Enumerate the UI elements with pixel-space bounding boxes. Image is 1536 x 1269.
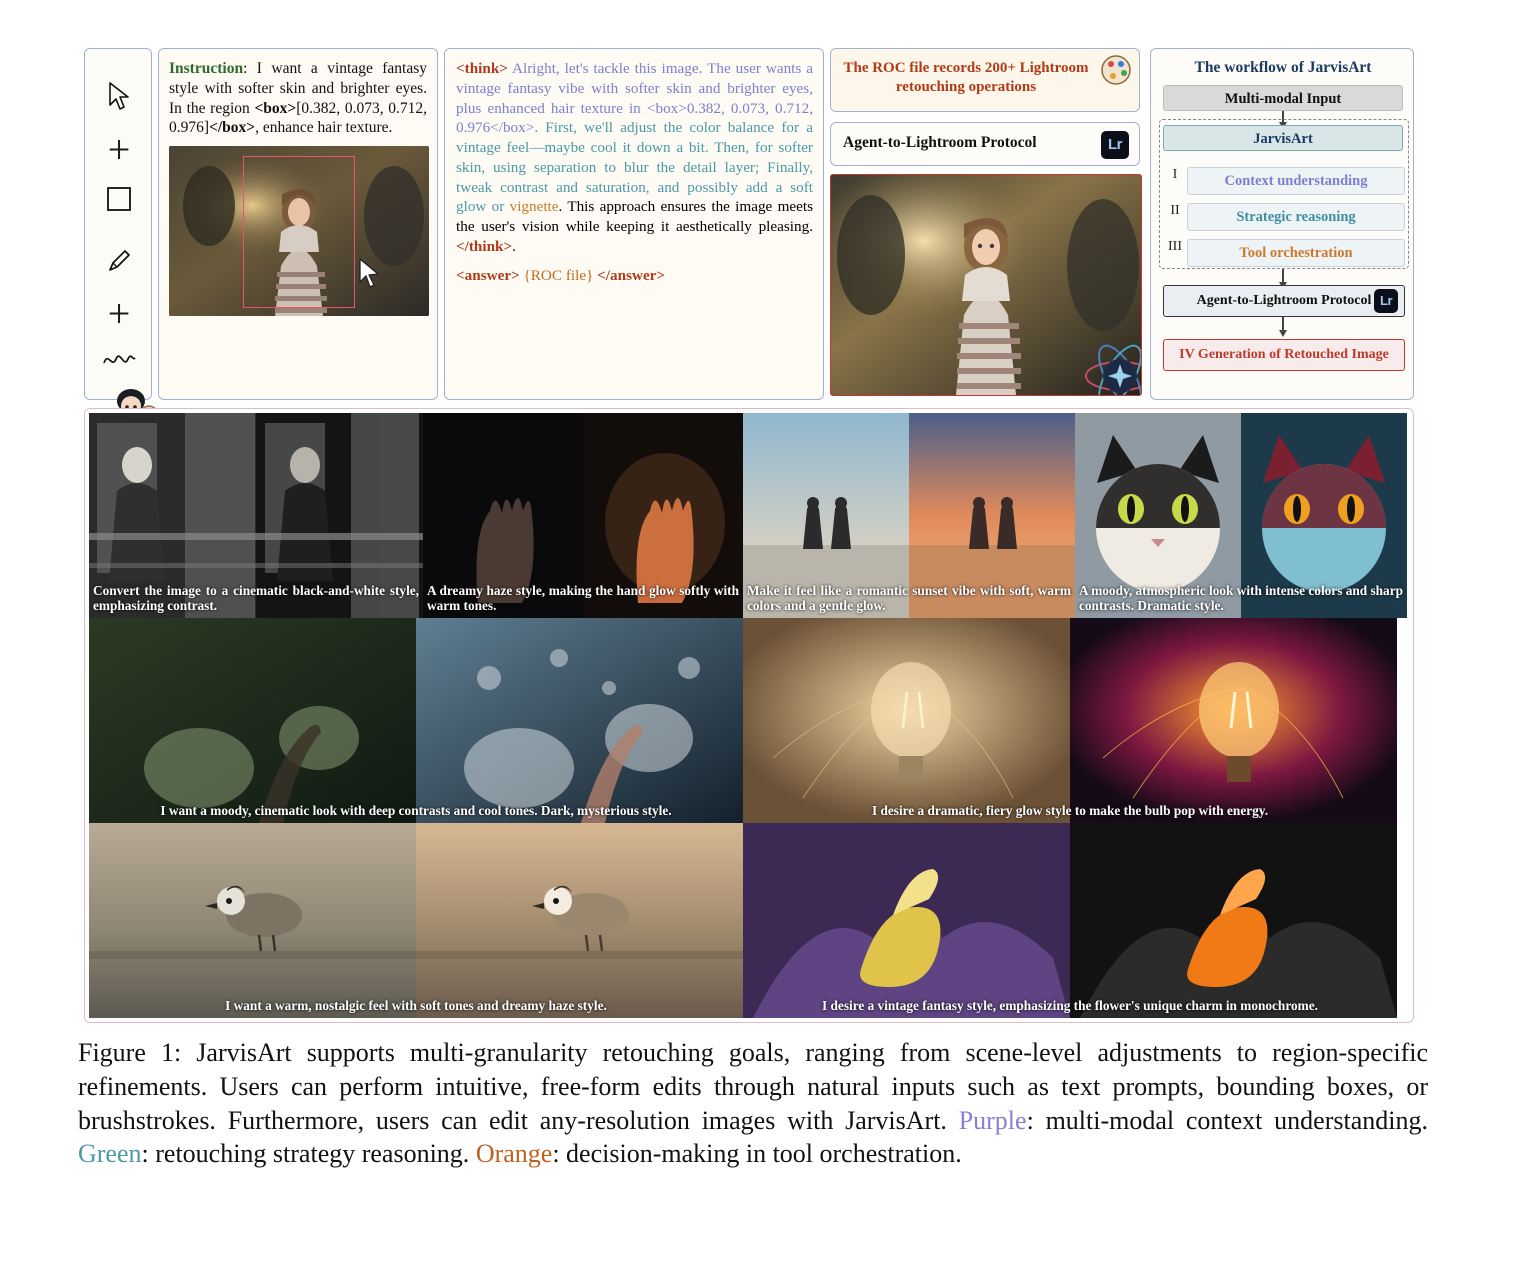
input-image-thumbnail <box>169 146 429 316</box>
top-panels-row <box>84 48 1414 400</box>
reasoning-period: . <box>512 237 516 255</box>
agent-to-lightroom-protocol-badge <box>830 122 1140 166</box>
workflow-step-number-1: I <box>1172 167 1178 182</box>
bounding-box-overlay <box>243 156 355 308</box>
box-coords: [0.382, 0.073, 0.712, 0.976] <box>169 99 427 137</box>
reasoning-tail-text: . This approach ensures the image meets the user's vision while keeping it aesthetically pleasing. <box>456 198 813 235</box>
instruction-panel <box>158 48 438 400</box>
gallery-item-cat-dramatic <box>1075 413 1407 618</box>
box-close-tag: </box> <box>209 119 256 137</box>
gallery-item-beach-sunset <box>743 413 1075 618</box>
caption-purple-desc: : multi-modal context understanding. <box>1026 1105 1428 1135</box>
workflow-arrow-2 <box>1282 269 1284 283</box>
gallery-caption-5: I want a moody, cinematic look with deep contrasts and cool tones. Dark, mysterious style. <box>160 803 672 819</box>
gallery-caption-4: A moody, atmospheric look with intense colors and sharp contrasts. Dramatic style. <box>1079 582 1403 614</box>
gallery-row-2 <box>89 618 1409 823</box>
instruction-body: : I want a vintage fantasy style with softer skin and brighter eyes. In the region <box>169 60 427 117</box>
answer-line <box>456 267 813 285</box>
workflow-step-number-3: III <box>1168 239 1182 254</box>
workflow-lightroom-icon: Lr <box>1374 289 1398 313</box>
gallery-item-underwater <box>89 618 743 823</box>
jarvisart-logo-icon <box>1077 333 1142 396</box>
workflow-generation-box: IV Generation of Retouched Image <box>1163 339 1405 371</box>
roc-note-text: The ROC file records 200+ Lightroom retouching operations <box>843 60 1089 95</box>
instruction-tail: , enhance hair texture. <box>255 119 393 137</box>
tool-orchestration-text: vignette <box>509 198 559 216</box>
gallery-item-bulb <box>743 618 1397 823</box>
mouse-cursor-icon <box>357 258 383 290</box>
box-open-tag: <box> <box>254 99 297 117</box>
results-gallery <box>84 408 1414 1023</box>
caption-orange-word: Orange <box>475 1139 553 1169</box>
gallery-caption-8: I desire a vintage fantasy style, emphasizing the flower's unique charm in monochrome. <box>822 998 1318 1014</box>
figure-caption <box>78 1036 1428 1171</box>
workflow-step-strategic-reasoning: Strategic reasoning <box>1187 203 1405 231</box>
reasoning-panel <box>444 48 824 400</box>
brush-tool[interactable] <box>85 247 153 280</box>
workflow-protocol-box <box>1163 285 1405 317</box>
thinking-text <box>456 59 813 257</box>
workflow-step-number-2: II <box>1170 203 1180 218</box>
think-close-tag: </think> <box>456 237 513 255</box>
gallery-item-portrait-bw <box>89 413 423 618</box>
workflow-input-box: Multi-modal Input <box>1163 85 1403 111</box>
retouched-image-result <box>830 174 1142 396</box>
instruction-label: Instruction <box>169 60 244 77</box>
workflow-arrow-3 <box>1282 317 1284 331</box>
caption-purple-word: Purple <box>958 1105 1027 1135</box>
add-point-tool[interactable]: + <box>107 127 131 172</box>
answer-value: {ROC file} <box>523 266 594 284</box>
gallery-caption-7: I want a warm, nostalgic feel with soft tones and dreamy haze style. <box>225 998 607 1014</box>
caption-orange-desc: : decision-making in tool orchestration. <box>552 1139 962 1169</box>
gallery-caption-1: Convert the image to a cinematic black-and-white style, emphasizing contrast. <box>93 582 419 614</box>
gallery-item-hands-haze <box>423 413 743 618</box>
gallery-row-1 <box>89 413 1409 618</box>
gallery-item-flower <box>743 823 1397 1018</box>
workflow-step-context-understanding: Context understanding <box>1187 167 1405 195</box>
roc-note-panel <box>830 48 1140 112</box>
workflow-title: The workflow of JarvisArt <box>1194 59 1372 76</box>
gallery-caption-2: A dreamy haze style, making the hand glow softly with warm tones. <box>427 582 739 614</box>
caption-sentence-1: JarvisArt supports multi-granularity retouching goals, ranging from scene-level adjustments to region-specific refinements. Users can perform intuitive, free-form edits through natural inputs such as text prompts, bounding boxes, or brushstrokes. Furthermore, users can edit any-resolution images with JarvisArt. <box>78 1038 1429 1135</box>
workflow-step-tool-orchestration: Tool orchestration <box>1187 239 1405 267</box>
cursor-tool[interactable] <box>85 81 153 116</box>
box-tool[interactable] <box>85 185 153 218</box>
add-brush-tool[interactable]: + <box>107 291 131 336</box>
figure-label: Figure 1: <box>78 1038 182 1067</box>
answer-open-tag: <answer> <box>456 266 520 284</box>
palette-icon <box>1099 53 1133 87</box>
context-understanding-text: Alright, let's tackle this image. The user wants a vintage fantasy vibe with softer skin and brighter eyes, plus enhanced hair texture in <box>456 60 813 117</box>
inline-box-tag: <box>0.382, 0.073, 0.712, 0.976</box> <box>456 99 813 137</box>
scribble-tool[interactable] <box>85 349 153 376</box>
editor-toolbar[interactable] <box>84 48 152 400</box>
caption-green-word: Green <box>78 1139 142 1169</box>
gallery-item-bird <box>89 823 743 1018</box>
answer-close-tag: </answer> <box>597 266 666 284</box>
lightroom-icon: Lr <box>1101 131 1129 159</box>
gallery-caption-6: I desire a dramatic, fiery glow style to make the bulb pop with energy. <box>871 803 1269 819</box>
think-open-tag: <think> <box>456 60 508 77</box>
instruction-text <box>169 59 427 138</box>
workflow-jarvisart-box: JarvisArt <box>1163 125 1403 151</box>
workflow-panel <box>1150 48 1414 400</box>
caption-green-desc: : retouching strategy reasoning. <box>141 1139 476 1169</box>
workflow-protocol-label: Agent-to-Lightroom Protocol <box>1196 293 1372 308</box>
strategic-reasoning-text: . First, we'll adjust the color balance for a vintage feel—maybe cool it down a bit. Then, for softer skin, using separation to blur the detail layer; Finally, tweak contrast and saturation, and possibly add a soft glow or <box>456 119 813 216</box>
figure-1 <box>84 48 1414 1023</box>
gallery-row-3 <box>89 823 1409 1018</box>
gallery-caption-3: Make it feel like a romantic sunset vibe with soft, warm colors and a gentle glow. <box>747 582 1071 614</box>
protocol-label: Agent-to-Lightroom Protocol <box>843 134 1037 151</box>
